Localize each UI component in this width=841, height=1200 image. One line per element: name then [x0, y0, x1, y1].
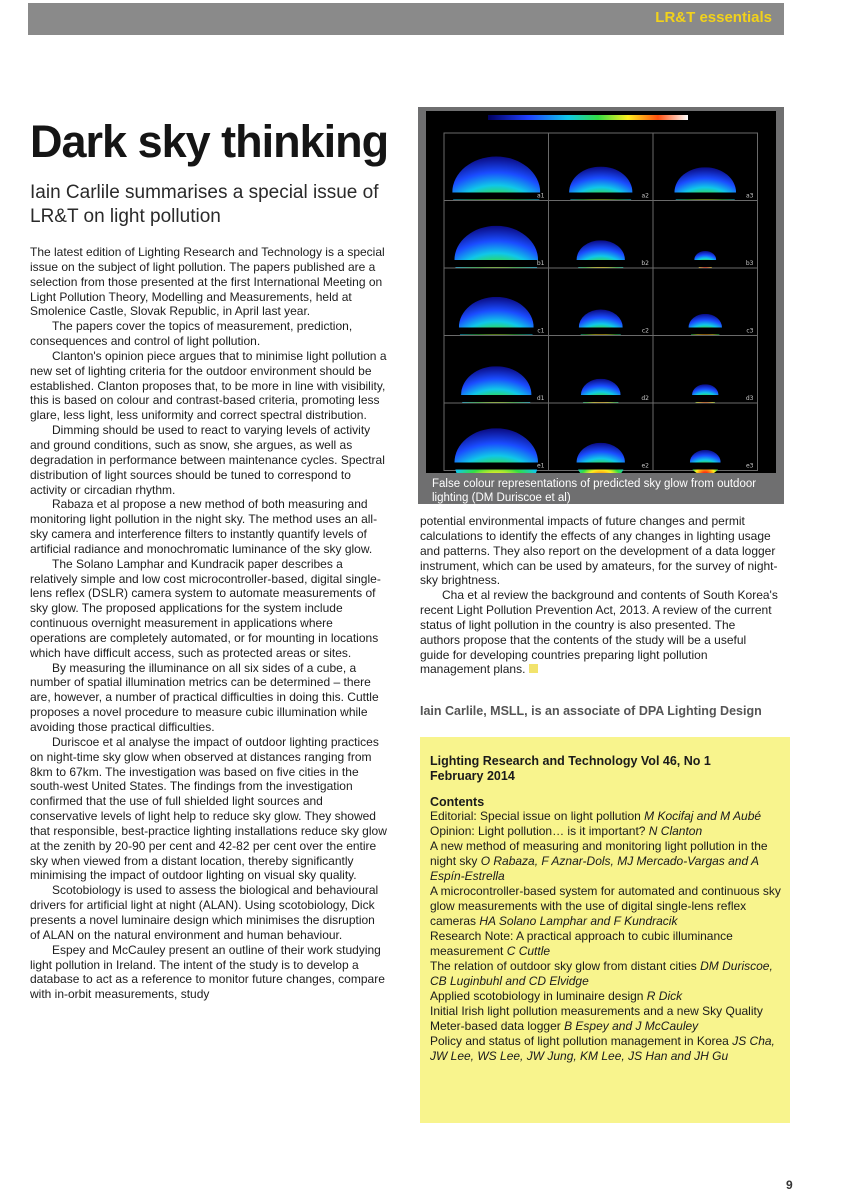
- list-item: [430, 839, 782, 884]
- article-subtitle: Iain Carlile summarises a special issue of LR&T on light pollution: [30, 182, 379, 227]
- paragraph: By measuring the illuminance on all six sides of a cube, a number of spatial illumination metrics can be determined – there are, however, a number of practical difficulties in doing this. Cuttle proposes a novel procedure to measure cubic illumination while avoiding those practical difficulties.: [30, 660, 379, 734]
- paragraph: The Solano Lamphar and Kundracik paper describes a relatively simple and low cost microcontroller-based, digital single-lens reflex (DSLR) camera system to automate measurements of sky glow. The proposed applications for the system include continuous overnight measurement in applications where operations are completely automated, or for mounting in locations which have difficult access, such as protected areas or sites.: [30, 556, 381, 660]
- author-byline: Iain Carlile, MSLL, is an associate of DPA Lighting Design: [420, 704, 762, 718]
- panel-label: c1: [537, 327, 545, 335]
- paragraph: [420, 588, 778, 677]
- panel-label: d2: [641, 395, 649, 402]
- list-item: [430, 884, 782, 929]
- list-item: [430, 959, 782, 989]
- paragraph: Dimming should be used to react to varying levels of activity and ground conditions, such as snow, she argues, as well as degradation in performance between maintenance cycles. Spectral distribution of light sources should be tuned to correspond to activity or circadian rhythm.: [30, 423, 385, 497]
- entry-title: Editorial: Special issue on light pollution: [430, 809, 645, 823]
- entry-title: Applied scotobiology in luminaire design: [430, 989, 647, 1003]
- panel-label: c2: [641, 327, 649, 335]
- article-column-right: [420, 514, 778, 677]
- section-header-bar: [28, 3, 784, 35]
- journal-volume: Lighting Research and Technology Vol 46, No 1: [430, 754, 711, 768]
- paragraph: The latest edition of Lighting Research and Technology is a special issue on the subject of light pollution. The papers published are a selection from those presented at the first International Meeting on Light Pollution Theory, Modelling and Measurements, held at Smolenice Castle, Slovak Republic, in April last year.: [30, 245, 385, 319]
- list-item: [430, 824, 782, 839]
- panel-label: a2: [641, 192, 649, 200]
- entry-authors: O Rabaza, F Aznar-Dols, MJ Mercado-Vargas and A Espín-Estrella: [430, 854, 759, 883]
- sky-glow-figure: [418, 107, 784, 504]
- entry-authors: B Espey and J McCauley: [564, 1019, 699, 1033]
- entry-authors: HA Solano Lamphar and F Kundracik: [479, 914, 678, 928]
- contents-heading: Contents: [430, 795, 485, 809]
- entry-title: Policy and status of light pollution management in Korea: [430, 1034, 733, 1048]
- sky-glow-panel: [653, 201, 758, 270]
- list-item: [430, 1004, 782, 1034]
- panel-label: e3: [745, 462, 754, 470]
- entry-title: Research Note: A practical approach to cubic illuminance measurement: [430, 929, 733, 958]
- panel-label: d1: [536, 395, 545, 402]
- end-of-article-mark: [529, 664, 538, 673]
- figure-caption: False colour representations of predicted sky glow from outdoor lighting (DM Duriscoe et al): [432, 478, 757, 504]
- panel-label: a1: [537, 192, 545, 200]
- entry-authors: JS Cha, JW Lee, WS Lee, JW Jung, KM Lee, JS Han and JH Gu: [430, 1034, 775, 1063]
- panel-label: c3: [746, 327, 754, 335]
- entry-authors: R Dick: [646, 989, 683, 1003]
- paragraph: The papers cover the topics of measurement, prediction, consequences and control of light pollution.: [30, 319, 353, 349]
- list-item: [430, 989, 782, 1004]
- sky-glow-panel: [653, 336, 758, 406]
- entry-authors: DM Duriscoe, CB Luginbuhl and CD Elvidge: [430, 959, 773, 988]
- entry-title: Initial Irish light pollution measurements and a new Sky Quality Meter-based data logger: [430, 1004, 763, 1033]
- list-item: [430, 1034, 782, 1064]
- section-label: LR&T essentials: [655, 9, 772, 26]
- paragraph: Duriscoe et al analyse the impact of outdoor lighting practices on night-time sky glow when observed at distances ranging from 8km to 67km. The investigation was based on five cities in the south-west United States. The findings from the investigation confirmed that the use of full shielded light sources and conservative levels of light help to reduce sky glow. They showed that responsible, best-practice lighting installations reduce sky glow at the zenith by 20-90 per cent and 42-82 per cent over the entire sky when viewed from a distant location, thereby significantly minimising the impact of outdoor lighting on visual sky quality.: [30, 734, 387, 883]
- entry-title: Opinion: Light pollution… is it important?: [430, 824, 649, 838]
- sky-glow-panel: [549, 268, 654, 346]
- article-title: Dark sky thinking: [30, 116, 389, 167]
- panel-label: e1: [536, 462, 545, 470]
- entry-authors: N Clanton: [648, 824, 703, 838]
- sky-glow-panel: [549, 336, 654, 412]
- panel-label: b2: [641, 260, 649, 267]
- contents-box: [420, 737, 790, 1123]
- list-item: [430, 929, 782, 959]
- sky-glow-panel: [444, 403, 549, 473]
- page-number: 9: [786, 1178, 793, 1192]
- panel-label: a3: [746, 192, 754, 200]
- entry-authors: C Cuttle: [506, 944, 551, 958]
- panel-label: b1: [536, 260, 545, 267]
- paragraph: Scotobiology is used to assess the biological and behavioural drivers for artificial light at night (ALAN). Using scotobiology, Dick presents a novel luminaire design which minimises the disruption of ALAN on the natural environment and human behaviour.: [30, 883, 379, 942]
- sky-glow-panel: [549, 403, 654, 473]
- paragraph-text: Cha et al review the background and contents of South Korea's recent Light Pollution Prevention Act, 2013. A review of the current status of light pollution in the country is also presented. The authors propose that the contents of the study will be a useful guide for developing countries preparing light pollution management plans.: [420, 588, 778, 677]
- paragraph: potential environmental impacts of future changes and permit calculations to identify the effects of any changes in lighting usage and patterns. They also report on the development of a data logger instrument, which can be used by amateurs, for the survey of night-sky brightness.: [420, 514, 778, 588]
- sky-glow-image: [426, 111, 776, 473]
- paragraph: Espey and McCauley present an outline of their work studying light pollution in Ireland. The intent of the study is to develop a database to act as a reference to monitor future changes, compare with in-orbit measurements, study: [30, 942, 385, 1002]
- colour-scale-bar: [488, 115, 688, 120]
- sky-glow-panel: [653, 403, 758, 473]
- false-colour-panels: [426, 111, 776, 473]
- panel-label: e2: [641, 462, 649, 470]
- contents-list: [430, 809, 782, 1064]
- paragraph: Rabaza et al propose a new method of both measuring and monitoring light pollution in the night sky. The method uses an all-sky camera and interference filters to instantly quantify levels of artificial radiance and monochromatic luminance of the sky glow.: [30, 497, 378, 556]
- entry-title: A new method of measuring and monitoring light pollution in the night sky: [430, 839, 768, 868]
- journal-date: February 2014: [430, 769, 515, 783]
- panel-label: b3: [745, 260, 754, 267]
- entry-title: A microcontroller-based system for automated and continuous sky glow measurements with the use of digital single-lens reflex cameras: [430, 884, 781, 928]
- sky-glow-panel: [653, 268, 758, 341]
- journal-title: [430, 754, 780, 784]
- paragraph: Clanton's opinion piece argues that to minimise light pollution a new set of lighting criteria for the outdoor environment should be established. Clanton proposes that, to be more in line with visibility, this is based on colour and contrast-based criteria, promoting less glare, less light, less uniformity and correct spectral distribution.: [30, 348, 387, 423]
- entry-title: The relation of outdoor sky glow from distant cities: [430, 959, 701, 973]
- panel-label: d3: [745, 395, 754, 402]
- list-item: [430, 809, 782, 824]
- entry-authors: M Kocifaj and M Aubé: [644, 809, 762, 823]
- article-column-left: [30, 245, 387, 1002]
